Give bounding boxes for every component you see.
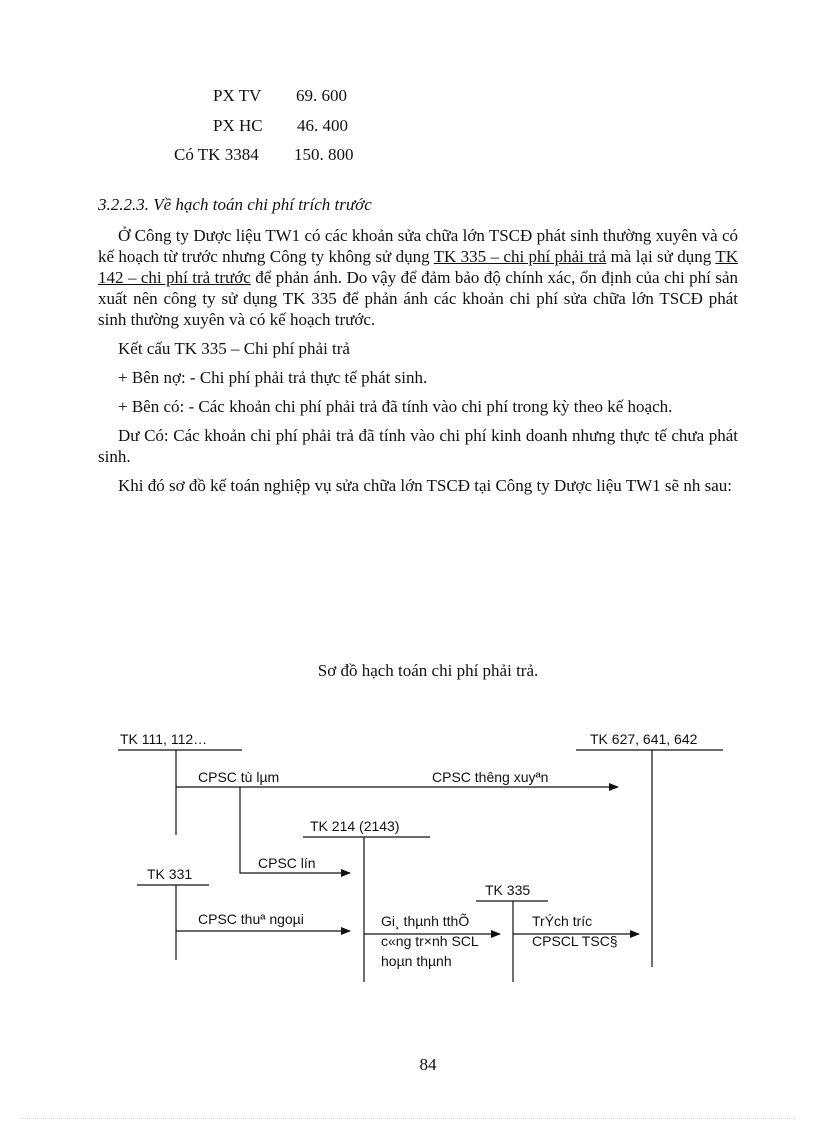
flow-completion-label-2: c«ng tr×nh SCL <box>381 933 479 949</box>
flow-self-label: CPSC tù lµm <box>198 769 280 785</box>
tk111-label: TK 111, 112… <box>120 731 208 747</box>
page-number: 84 <box>419 1055 437 1074</box>
intro-line: Khi đó sơ đồ kế toán nghiệp vụ sửa chữa lớn TSCĐ tại Công ty Dược liệu TW1 sẽ nh sau: <box>118 476 732 495</box>
section-heading: 3.2.2.3. Về hạch toán chi phí trích trước <box>98 195 372 214</box>
ledger-value-2: 46. 400 <box>297 116 348 135</box>
tk627-label: TK 627, 641, 642 <box>590 731 698 747</box>
flow-completion-label-1: Gi¸ thµnh tthÕ <box>381 913 470 929</box>
tk335-label: TK 335 <box>485 882 531 898</box>
flow-outsourced-label: CPSC thuª ngoµi <box>198 911 304 927</box>
flow-completion-label-3: hoµn thµnh <box>381 953 452 969</box>
ledger-label-3: Có TK 3384 <box>174 145 259 164</box>
flow-accrual-label-1: TrÝch tríc <box>532 913 593 929</box>
credit-line: + Bên có: - Các khoản chi phí phải trả đã tính vào chi phí trong kỳ theo kế hoạch. <box>118 397 673 416</box>
flow-accrual-label-2: CPSCL TSC§ <box>532 933 618 949</box>
ledger-value-3: 150. 800 <box>294 145 354 164</box>
ledger-label-1: PX TV <box>213 86 262 105</box>
debit-line: + Bên nợ: - Chi phí phải trả thực tế phát sinh. <box>118 368 428 387</box>
balance-line: Dư Có: Các khoản chi phí phải trả đã tính vào chi phí kinh doanh nhưng thực tế chưa phát sinh. <box>98 426 738 466</box>
flow-regular-label: CPSC thêng xuyªn <box>432 769 549 785</box>
tk214-label: TK 214 (2143) <box>310 818 400 834</box>
ledger-value-1: 69. 600 <box>296 86 347 105</box>
diagram-title: Sơ đồ hạch toán chi phí phải trả. <box>317 661 539 680</box>
page-bottom-border <box>20 1118 796 1119</box>
tk335-reference: TK 335 – chi phí phải trả <box>433 247 607 266</box>
paragraph-accounting-issue: Ở Công ty Dược liệu TW1 có các khoản sửa chữa lớn TSCĐ phát sinh thường xuyên và có kế hoạch từ trước nhưng Công ty không sử dụng TK 335 – chi phí phải trả mà lại sử dụng TK 142 – chi phí trả trước để phản ánh. Do vậy để đảm bảo độ chính xác, ổn định của chi phí sản xuất nên công ty sử dụng TK 335 để phản ánh các khoản chi phí sửa chữa lớn TSCĐ phát sinh thường xuyên và có kế hoạch trước. <box>98 226 738 329</box>
ledger-label-2: PX HC <box>213 116 263 135</box>
tk331-label: TK 331 <box>147 866 193 882</box>
flow-major-label: CPSC lín <box>258 855 316 871</box>
tk142-reference: TK 142 – chi phí trả trước <box>98 247 738 287</box>
structure-title: Kết cấu TK 335 – Chi phí phải trả <box>118 339 350 358</box>
